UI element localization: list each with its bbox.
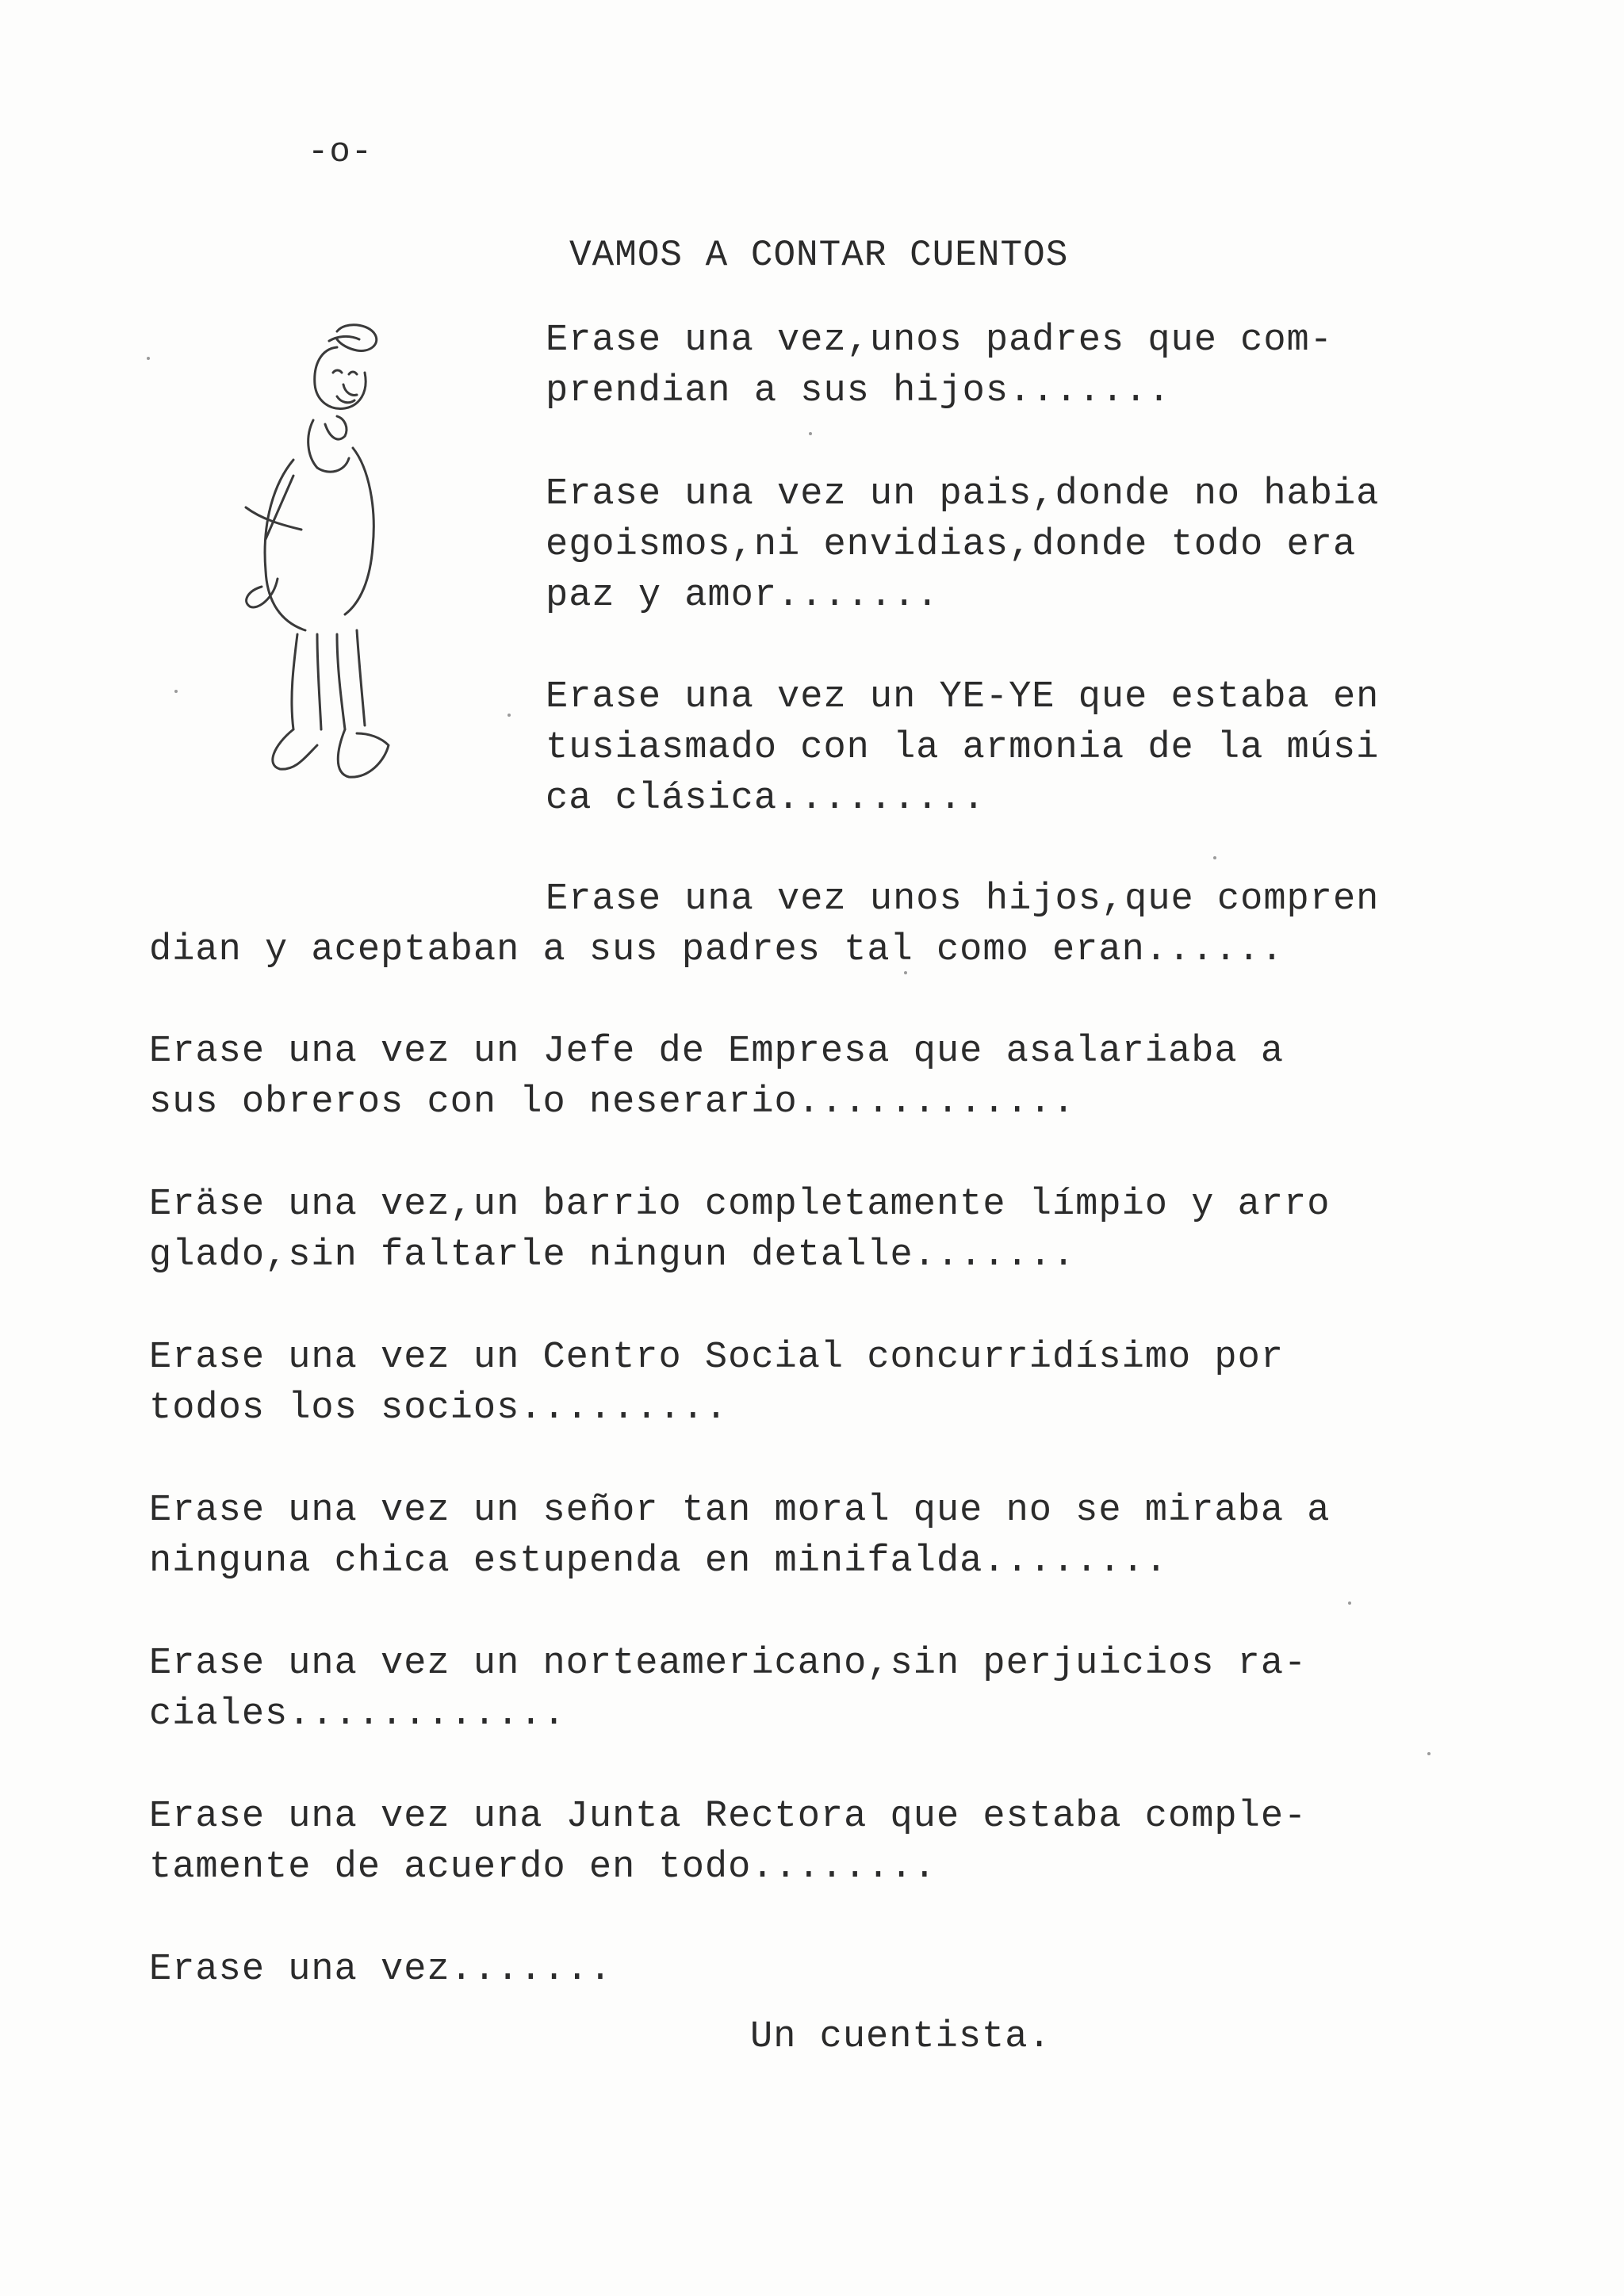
story-2-line-2: egoismos,ni envidias,donde todo era — [546, 524, 1357, 566]
story-5-line-2: sus obreros con lo neserario............ — [149, 1081, 1076, 1123]
story-10-line-2: tamente de acuerdo en todo........ — [149, 1846, 936, 1888]
story-7-line-2: todos los socios......... — [149, 1387, 729, 1429]
page-title: VAMOS A CONTAR CUENTOS — [569, 235, 1069, 276]
story-1-line-2: prendian a sus hijos....... — [546, 370, 1171, 412]
story-8-line-2: ninguna chica estupenda en minifalda........ — [149, 1540, 1169, 1582]
story-4-line-2: dian y aceptaban a sus padres tal como eran...... — [149, 929, 1285, 971]
signature: Un cuentista. — [750, 2016, 1051, 2058]
story-9-line-2: ciales............ — [149, 1693, 566, 1735]
story-7-line-1: Erase una vez un Centro Social concurridísimo por — [149, 1337, 1285, 1379]
old-man-sketch-illustration — [218, 317, 396, 809]
story-6-line-1: Eräse una vez,un barrio completamente límpio y arro — [149, 1184, 1331, 1226]
story-4-line-1: Erase una vez unos hijos,que compren — [546, 878, 1380, 920]
story-10-line-1: Erase una vez una Junta Rectora que estaba comple- — [149, 1796, 1308, 1838]
page-number: -o- — [308, 132, 373, 172]
story-2-line-1: Erase una vez un pais,donde no habia — [546, 473, 1380, 515]
story-6-line-2: glado,sin faltarle ningun detalle....... — [149, 1234, 1076, 1276]
story-2-line-3: paz y amor....... — [546, 575, 940, 617]
story-5-line-1: Erase una vez un Jefe de Empresa que asalariaba a — [149, 1031, 1285, 1073]
story-3-line-2: tusiasmado con la armonia de la músi — [546, 727, 1380, 769]
story-3-line-1: Erase una vez un YE-YE que estaba en — [546, 676, 1380, 718]
story-8-line-1: Erase una vez un señor tan moral que no se miraba a — [149, 1490, 1331, 1532]
story-9-line-1: Erase una vez un norteamericano,sin perjuicios ra- — [149, 1643, 1308, 1685]
story-11-line-1: Erase una vez....... — [149, 1949, 613, 1991]
story-3-line-3: ca clásica......... — [546, 778, 986, 820]
story-1-line-1: Erase una vez,unos padres que com- — [546, 320, 1333, 362]
